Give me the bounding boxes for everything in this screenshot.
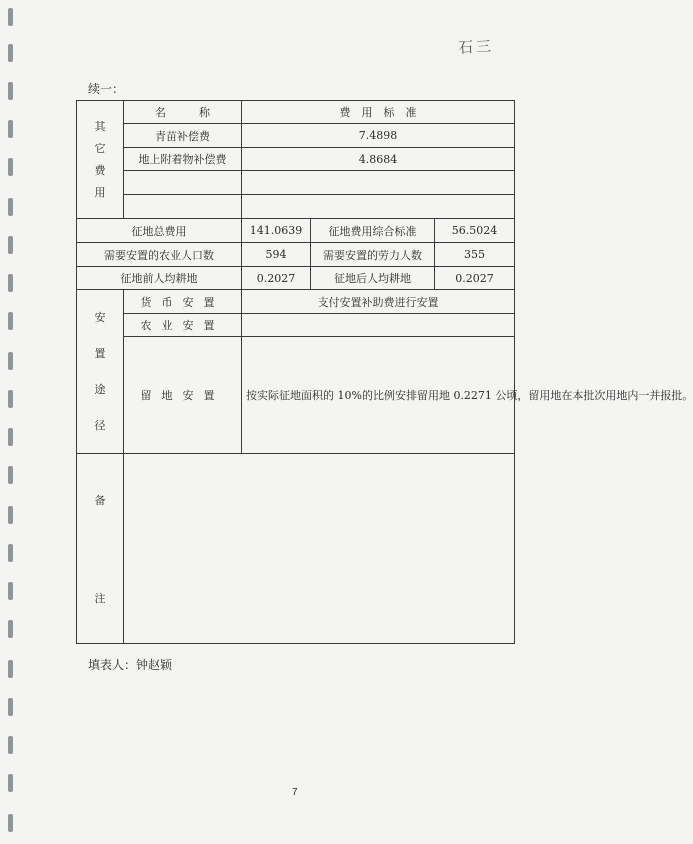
filler-signature: 填表人：钟赵颖 [88, 658, 173, 672]
table-row [77, 219, 515, 243]
agri-population-label: 需要安置的农业人口数 [77, 243, 242, 267]
fee-name-cell [124, 195, 242, 219]
table-row [77, 337, 515, 454]
total-fee-value: 141.0639 [242, 219, 311, 243]
table-row [77, 124, 515, 148]
table-row [77, 314, 515, 337]
currency-resettlement-label: 货币安置 [124, 290, 242, 314]
table-row [77, 290, 515, 314]
labor-count-label: 需要安置的劳力人数 [311, 243, 435, 267]
agri-population-value: 594 [242, 243, 311, 267]
table-row [77, 267, 515, 290]
fee-value-cell: 7.4898 [242, 124, 515, 148]
farmland-before-label: 征地前人均耕地 [77, 267, 242, 290]
fee-value-cell [242, 171, 515, 195]
fee-name-cell: 青苗补偿费 [124, 124, 242, 148]
remarks-label: 备 注 [77, 454, 124, 644]
reserved-land-resettlement-value: 按实际征地面积的 10%的比例安排留用地 0.2271 公顷，留用地在本批次用地内一并报批。 [242, 337, 515, 454]
farmland-after-value: 0.2027 [435, 267, 515, 290]
labor-count-value: 355 [435, 243, 515, 267]
fee-name-cell [124, 171, 242, 195]
standard-column-header: 费 用 标 准 [242, 101, 515, 124]
agricultural-resettlement-value [242, 314, 515, 337]
currency-resettlement-value: 支付安置补助费进行安置 [242, 290, 515, 314]
other-fees-section-label: 其 它 费 用 [77, 101, 124, 219]
handwritten-annotation: 石三 [457, 37, 495, 57]
table-row [77, 148, 515, 171]
table-row [77, 454, 515, 644]
fee-name-cell: 地上附着物补偿费 [124, 148, 242, 171]
resettlement-section-label: 安 置 途 径 [77, 290, 124, 454]
name-column-header: 名 称 [124, 101, 242, 124]
reserved-land-resettlement-label: 留地安置 [124, 337, 242, 454]
composite-standard-label: 征地费用综合标准 [311, 219, 435, 243]
table-row [77, 243, 515, 267]
page-number: 7 [292, 787, 298, 798]
fee-value-cell: 4.8684 [242, 148, 515, 171]
total-fee-label: 征地总费用 [77, 219, 242, 243]
table-row [77, 101, 515, 124]
land-acquisition-table [76, 100, 693, 644]
farmland-after-label: 征地后人均耕地 [311, 267, 435, 290]
agricultural-resettlement-label: 农业安置 [124, 314, 242, 337]
binding-holes [8, 8, 16, 838]
remarks-content [124, 454, 515, 644]
farmland-before-value: 0.2027 [242, 267, 311, 290]
continuation-heading: 续一： [88, 82, 125, 96]
table-row [77, 171, 515, 195]
fee-value-cell [242, 195, 515, 219]
composite-standard-value: 56.5024 [435, 219, 515, 243]
table-row [77, 195, 515, 219]
